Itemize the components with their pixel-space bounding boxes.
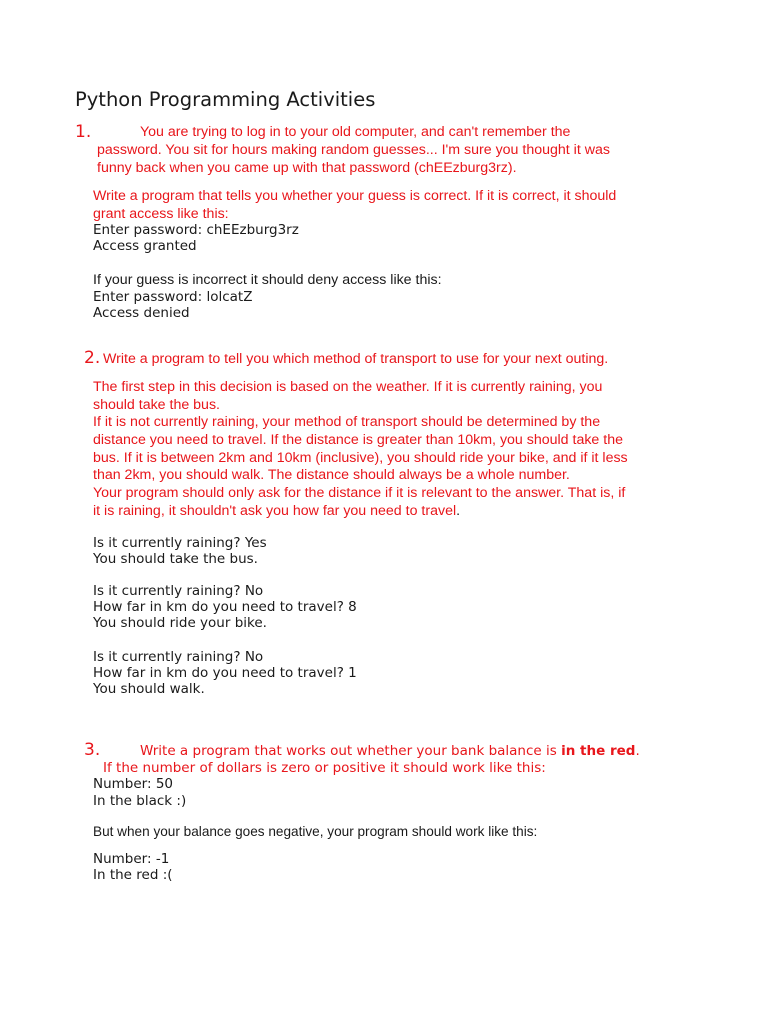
question-1-incorrect-label: If your guess is incorrect it should deny access like this: (93, 272, 442, 288)
question-2-example-3-line-1: Is it currently raining? No (93, 649, 264, 665)
question-2-intro: Write a program to tell you which method of transport to use for your next outing. (103, 351, 609, 367)
question-2-task-period: . (456, 503, 461, 519)
question-1-intro-line-2: password. You sit for hours making random guesses... I'm sure you thought it was (97, 142, 610, 158)
question-3-example-2-line-1: Number: -1 (93, 851, 170, 867)
question-1-example-2-line-2: Access denied (93, 305, 190, 321)
question-3-intro-end: . (635, 743, 640, 759)
question-2-example-2-line-2: How far in km do you need to travel? 8 (93, 599, 357, 615)
question-3-intro-text: Write a program that works out whether your bank balance is (140, 743, 562, 759)
question-3-example-2-line-2: In the red :( (93, 867, 173, 883)
question-1-example-1-line-1: Enter password: chEEzburg3rz (93, 222, 299, 238)
question-2-example-3-line-3: You should walk. (93, 681, 205, 697)
question-1-example-2-line-1: Enter password: lolcatZ (93, 289, 253, 305)
question-3-example-1-line-2: In the black :) (93, 793, 187, 809)
question-2-task-line-5: bus. If it is between 2km and 10km (inclusive), you should ride your bike, and if it less (93, 450, 628, 466)
question-2-example-3-line-2: How far in km do you need to travel? 1 (93, 665, 357, 681)
question-1-example-1-line-2: Access granted (93, 238, 197, 254)
page-title: Python Programming Activities (75, 88, 376, 111)
question-3-intro-bold: in the red (561, 743, 636, 759)
question-1-intro-line-1: You are trying to log in to your old computer, and can't remember the (140, 124, 571, 140)
question-2-task-line-1: The first step in this decision is based on the weather. If it is currently raining, you (93, 379, 603, 395)
question-3-example-1-line-1: Number: 50 (93, 776, 174, 792)
question-2-example-1-line-1: Is it currently raining? Yes (93, 535, 267, 551)
question-2-example-2-line-1: Is it currently raining? No (93, 583, 264, 599)
question-2-example-1-line-2: You should take the bus. (93, 551, 258, 567)
question-1-intro-line-3: funny back when you came up with that password (chEEzburg3rz). (97, 160, 517, 176)
question-3-intro (140, 743, 640, 759)
question-2-task-line-8-text: it is raining, it shouldn't ask you how far you need to travel (93, 503, 457, 519)
question-2-task-line-7: Your program should only ask for the distance if it is relevant to the answer. That is, if (93, 485, 626, 501)
question-3-number: 3. (84, 740, 101, 760)
question-3-intro-line-2: If the number of dollars is zero or positive it should work like this: (103, 760, 546, 776)
question-1-number: 1. (75, 122, 92, 142)
question-2-task-line-4: distance you need to travel. If the distance is greater than 10km, you should take the (93, 432, 623, 448)
question-1-task-line-1: Write a program that tells you whether your guess is correct. If it is correct, it should (93, 188, 617, 204)
question-3-negative-label: But when your balance goes negative, your program should work like this: (93, 824, 538, 839)
question-2-task-line-3: If it is not currently raining, your method of transport should be determined by the (93, 414, 601, 430)
question-2-task-line-8 (93, 502, 460, 520)
question-2-task-line-6: than 2km, you should walk. The distance should always be a whole number. (93, 467, 570, 483)
question-2-example-2-line-3: You should ride your bike. (93, 615, 267, 631)
question-2-number: 2. (84, 348, 101, 368)
question-2-task-line-2: should take the bus. (93, 397, 220, 413)
question-1-task-line-2: grant access like this: (93, 206, 229, 222)
